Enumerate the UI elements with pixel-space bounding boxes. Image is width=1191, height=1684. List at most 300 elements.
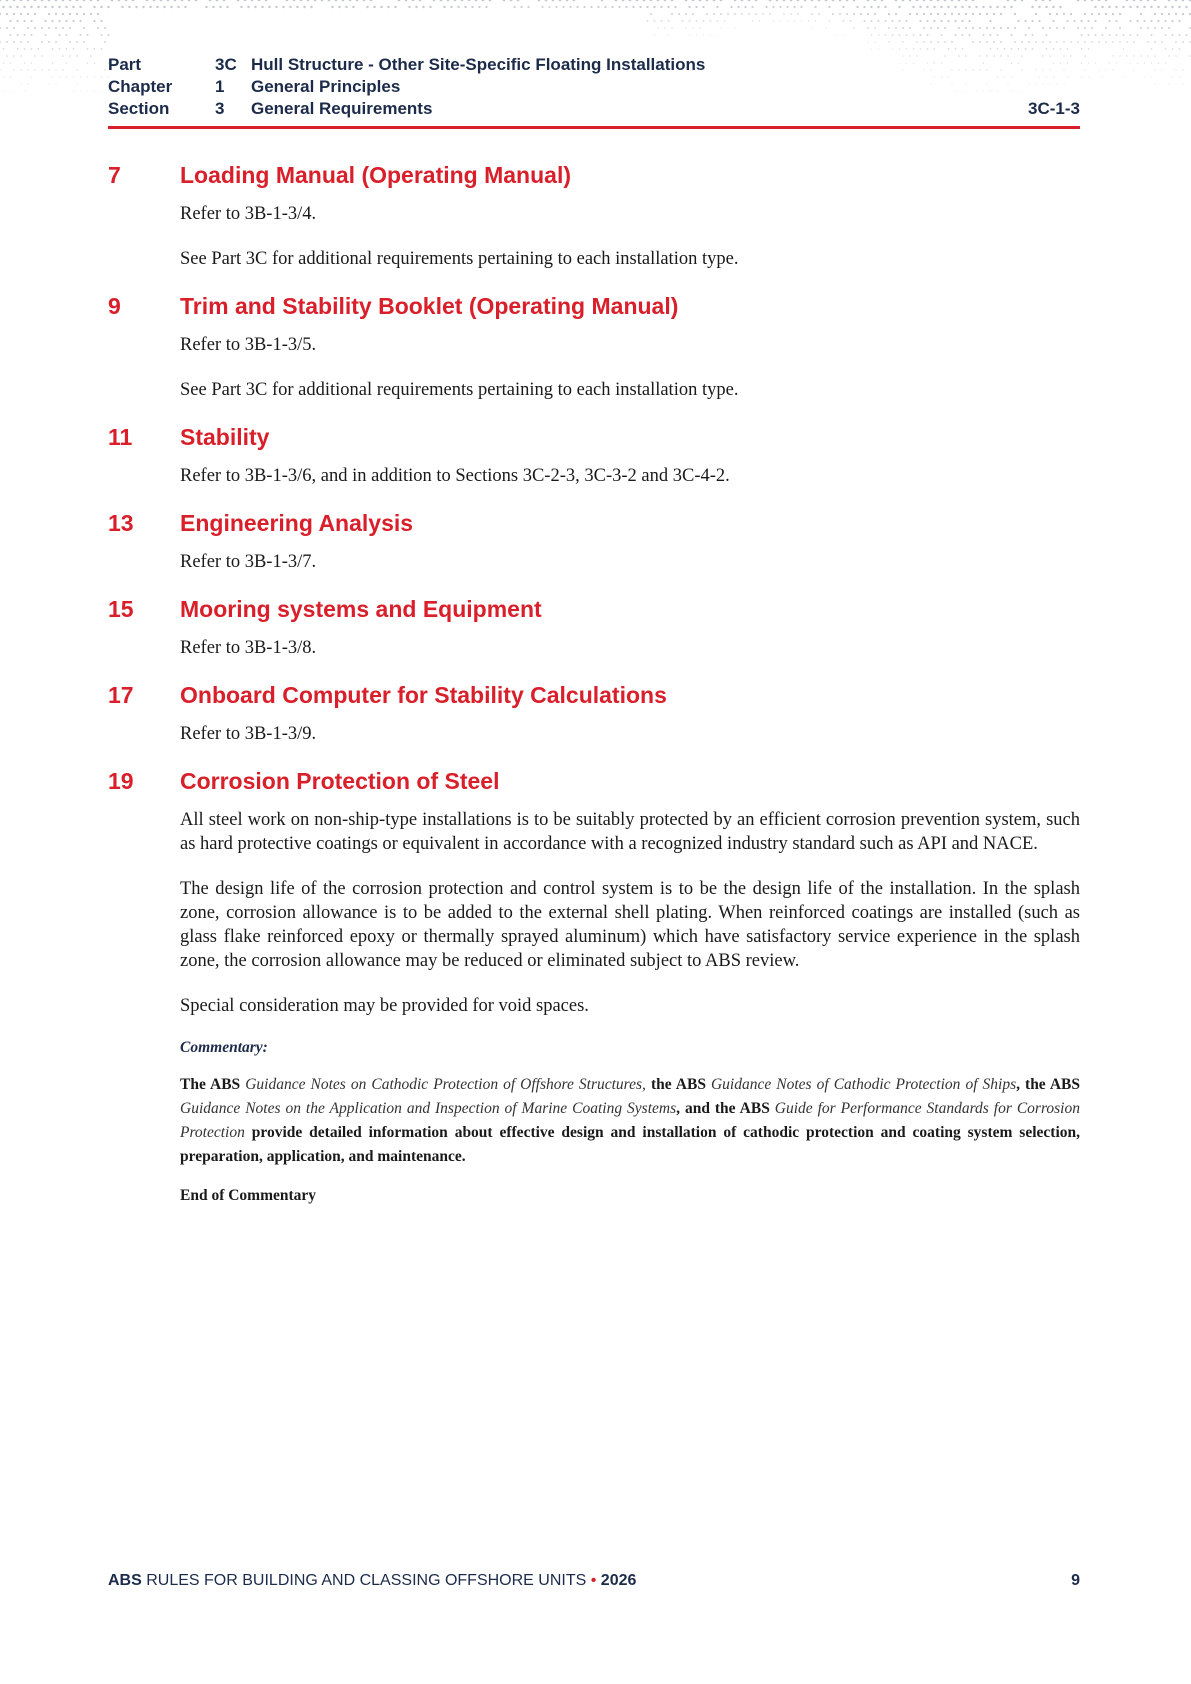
pattern-dot (832, 13, 834, 15)
pattern-dot (1056, 41, 1058, 43)
pattern-dot (20, 41, 22, 43)
pattern-dot (1042, 0, 1045, 1)
pattern-dot (730, 6, 732, 8)
pattern-dot (562, 6, 564, 8)
commentary-text (180, 1073, 1080, 1169)
pattern-dot (1144, 76, 1145, 77)
pattern-dot (1147, 27, 1149, 29)
pattern-dot (1038, 6, 1040, 8)
pattern-dot (751, 6, 753, 8)
pattern-dot (667, 6, 669, 8)
pattern-dot (118, 0, 121, 1)
paragraph: Refer to 3B-1-3/8. (180, 638, 317, 658)
pattern-dot (1175, 69, 1176, 70)
paragraph: Refer to 3B-1-3/9. (180, 724, 317, 744)
section-title: Onboard Computer for Stability Calculations (180, 682, 667, 708)
pattern-dot (41, 55, 43, 57)
pattern-dot (3, 48, 5, 50)
pattern-dot (1098, 41, 1100, 43)
pattern-dot (1105, 0, 1108, 1)
pattern-dot (1052, 20, 1054, 22)
pattern-dot (888, 27, 890, 29)
pattern-dot (1091, 13, 1093, 15)
pattern-dot (993, 13, 995, 15)
pattern-dot (9, 20, 11, 22)
pattern-dot (44, 6, 46, 8)
pattern-dot (1081, 48, 1083, 50)
pattern-dot (419, 0, 422, 1)
pattern-dot (34, 13, 36, 15)
pattern-dot (1164, 6, 1166, 8)
pattern-dot (899, 48, 900, 49)
pattern-dot (1095, 62, 1096, 63)
pattern-dot (475, 0, 478, 1)
pattern-dot (1014, 27, 1016, 29)
pattern-dot (744, 6, 746, 8)
pattern-dot (1182, 0, 1185, 1)
pattern-dot (780, 20, 781, 21)
pattern-dot (1077, 0, 1080, 1)
pattern-dot (689, 20, 691, 22)
pattern-dot (31, 48, 33, 50)
pattern-dot (2, 6, 4, 8)
pattern-dot (174, 0, 177, 1)
pattern-dot (1140, 55, 1142, 57)
pattern-dot (303, 6, 305, 8)
pattern-dot (44, 20, 46, 22)
pattern-dot (1154, 41, 1156, 43)
pattern-dot (24, 48, 26, 50)
pattern-dot (555, 6, 557, 8)
pattern-dot (1049, 0, 1052, 1)
section-heading (108, 424, 1080, 458)
pattern-dot (1185, 6, 1187, 8)
section-title: Corrosion Protection of Steel (180, 768, 500, 794)
pattern-dot (1143, 6, 1145, 8)
pattern-dot (734, 13, 736, 15)
pattern-dot (706, 0, 709, 1)
pattern-dot (1154, 27, 1156, 29)
pattern-dot (881, 0, 884, 1)
pattern-dot (622, 0, 625, 1)
pattern-dot (968, 20, 970, 22)
section-13 (108, 510, 1080, 574)
pattern-dot (1151, 48, 1153, 50)
pattern-dot (1014, 13, 1016, 15)
pattern-dot (654, 20, 656, 22)
pattern-dot (72, 6, 74, 8)
pattern-dot (927, 34, 929, 36)
pattern-dot (1123, 34, 1125, 36)
pattern-dot (916, 41, 918, 43)
pattern-dot (664, 27, 665, 28)
pattern-dot (1105, 13, 1107, 15)
pattern-dot (128, 6, 130, 8)
pattern-dot (1063, 13, 1065, 15)
pattern-dot (1133, 55, 1135, 57)
pattern-dot (689, 34, 690, 35)
section-title: Loading Manual (Operating Manual) (180, 162, 571, 188)
pattern-dot (1133, 0, 1136, 1)
pattern-dot (97, 0, 100, 1)
pattern-dot (94, 48, 96, 50)
pattern-dot (965, 13, 967, 15)
pattern-dot (1123, 76, 1124, 77)
pattern-dot (1112, 41, 1114, 43)
page-header (108, 54, 1080, 120)
pattern-dot (1168, 55, 1170, 57)
pattern-dot (0, 41, 1, 43)
pattern-dot (986, 13, 988, 15)
pattern-dot (62, 55, 64, 57)
pattern-dot (1179, 76, 1180, 77)
pattern-dot (654, 34, 655, 35)
pattern-dot (898, 20, 900, 22)
pattern-dot (66, 62, 68, 64)
pattern-dot (1056, 13, 1058, 15)
pattern-dot (717, 20, 719, 22)
pattern-dot (951, 0, 954, 1)
pattern-dot (1151, 76, 1152, 77)
pattern-dot (1155, 84, 1156, 85)
pattern-dot (828, 6, 830, 8)
pattern-dot (962, 34, 964, 36)
pattern-dot (59, 76, 60, 77)
pattern-dot (703, 20, 705, 22)
pattern-dot (899, 34, 901, 36)
pattern-dot (10, 76, 11, 77)
pattern-dot (853, 27, 855, 29)
pattern-dot (685, 27, 686, 28)
pattern-dot (1116, 34, 1118, 36)
pattern-dot (934, 48, 936, 50)
pattern-dot (706, 13, 708, 15)
pattern-dot (16, 6, 18, 8)
pattern-dot (902, 27, 904, 29)
header-title: Hull Structure - Other Site-Specific Floating Installations (251, 55, 706, 74)
pattern-dot (902, 0, 905, 1)
pattern-dot (485, 6, 487, 8)
pattern-dot (478, 6, 480, 8)
pattern-dot (1144, 62, 1145, 63)
pattern-dot (811, 0, 814, 1)
pattern-dot (1116, 62, 1117, 63)
pattern-dot (1024, 20, 1026, 22)
pattern-dot (1151, 34, 1153, 36)
section-heading (108, 293, 1080, 327)
pattern-dot (97, 27, 99, 29)
pattern-dot (100, 6, 102, 8)
pattern-dot (1095, 34, 1097, 36)
pattern-dot (31, 62, 33, 64)
pattern-dot (73, 90, 74, 91)
pattern-dot (17, 48, 19, 50)
section-title: Stability (180, 424, 270, 450)
pattern-dot (1126, 0, 1129, 1)
pattern-dot (720, 13, 722, 15)
pattern-dot (895, 27, 897, 29)
pattern-dot (1098, 69, 1099, 70)
pattern-dot (839, 0, 842, 1)
pattern-dot (1077, 41, 1079, 43)
pattern-dot (415, 6, 417, 8)
pattern-dot (678, 13, 680, 15)
pattern-dot (954, 20, 956, 22)
pattern-dot (62, 27, 64, 29)
pattern-dot (55, 83, 56, 84)
section-heading (108, 768, 1080, 802)
pattern-dot (335, 0, 338, 1)
pattern-dot (27, 83, 28, 84)
pattern-dot (1091, 27, 1093, 29)
pattern-dot (839, 13, 841, 15)
pattern-dot (261, 6, 263, 8)
pattern-dot (101, 76, 102, 77)
pattern-dot (79, 34, 81, 36)
pattern-dot (1028, 27, 1030, 29)
pattern-dot (76, 83, 77, 84)
pattern-dot (170, 6, 172, 8)
pattern-dot (34, 27, 36, 29)
pattern-dot (513, 6, 515, 8)
section-number: 19 (108, 768, 134, 794)
pattern-dot (1130, 62, 1131, 63)
pattern-dot (107, 34, 109, 36)
pattern-dot (825, 0, 828, 1)
pattern-dot (1032, 48, 1034, 50)
pattern-dot (930, 41, 932, 43)
pattern-dot (244, 0, 247, 1)
pattern-dot (787, 20, 788, 21)
pattern-dot (80, 90, 81, 91)
pattern-dot (1143, 20, 1145, 22)
pattern-dot (48, 27, 50, 29)
pattern-dot (671, 13, 673, 15)
pattern-dot (811, 13, 813, 15)
pattern-dot (1084, 0, 1087, 1)
pattern-dot (16, 20, 18, 22)
pattern-dot (790, 13, 792, 15)
pattern-dot (538, 0, 541, 1)
pattern-dot (878, 34, 880, 36)
pattern-dot (160, 0, 163, 1)
pattern-dot (1080, 20, 1082, 22)
pattern-dot (671, 0, 674, 1)
pattern-dot (6, 0, 9, 1)
pattern-dot (797, 0, 800, 1)
pattern-dot (79, 20, 81, 22)
pattern-dot (52, 48, 54, 50)
commentary-fragment: , the ABS (1016, 1076, 1081, 1093)
pattern-dot (1088, 34, 1090, 36)
pattern-dot (989, 6, 991, 8)
pattern-dot (1168, 83, 1169, 84)
pattern-dot (800, 6, 802, 8)
pattern-dot (773, 20, 774, 21)
pattern-dot (237, 0, 240, 1)
pattern-dot (1004, 48, 1006, 50)
pattern-dot (1073, 20, 1075, 22)
pattern-dot (559, 0, 562, 1)
pattern-dot (1129, 20, 1131, 22)
section-number: 11 (108, 424, 133, 450)
pattern-dot (1133, 41, 1135, 43)
pattern-dot (895, 13, 897, 15)
pattern-dot (867, 41, 868, 42)
pattern-dot (905, 20, 907, 22)
pattern-dot (1067, 48, 1069, 50)
header-part-row (108, 54, 1080, 76)
pattern-dot (982, 6, 984, 8)
pattern-dot (1035, 0, 1038, 1)
pattern-dot (762, 13, 764, 15)
commentary-fragment: , and the ABS (676, 1100, 775, 1117)
pattern-dot (1014, 0, 1017, 1)
pattern-dot (76, 69, 77, 70)
pattern-dot (1021, 41, 1023, 43)
pattern-dot (58, 20, 60, 22)
pattern-dot (9, 6, 11, 8)
pattern-dot (1147, 0, 1150, 1)
pattern-dot (576, 6, 578, 8)
pattern-dot (80, 76, 81, 77)
pattern-dot (1109, 62, 1110, 63)
pattern-dot (1091, 41, 1093, 43)
pattern-dot (944, 13, 946, 15)
pattern-dot (65, 20, 67, 22)
pattern-dot (951, 41, 953, 43)
pattern-dot (752, 20, 753, 21)
pattern-dot (989, 34, 991, 36)
pattern-dot (251, 0, 254, 1)
pattern-dot (1035, 41, 1037, 43)
header-chapter-row (108, 76, 1080, 98)
pattern-dot (1038, 20, 1040, 22)
pattern-dot (58, 34, 60, 36)
pattern-dot (1154, 0, 1157, 1)
section-number: 13 (108, 510, 134, 536)
pattern-dot (1136, 6, 1138, 8)
pattern-dot (1014, 41, 1016, 43)
section-17 (108, 682, 1080, 746)
pattern-dot (1077, 27, 1079, 29)
pattern-dot (836, 35, 837, 36)
pattern-dot (884, 20, 886, 22)
pattern-dot (314, 0, 317, 1)
pattern-dot (996, 34, 998, 36)
pattern-dot (94, 62, 96, 64)
footer-publication (108, 1572, 636, 1590)
pattern-dot (979, 13, 981, 15)
pattern-dot (997, 48, 999, 50)
pattern-dot (468, 0, 471, 1)
pattern-dot (37, 6, 39, 8)
pattern-dot (982, 34, 984, 36)
pattern-dot (433, 0, 436, 1)
pattern-dot (937, 27, 939, 29)
paragraph: See Part 3C for additional requirements pertaining to each installation type. (180, 249, 739, 269)
pattern-dot (216, 0, 219, 1)
pattern-dot (909, 13, 911, 15)
pattern-dot (219, 6, 221, 8)
pattern-dot (1088, 62, 1089, 63)
pattern-dot (1098, 0, 1101, 1)
pattern-dot (181, 0, 184, 1)
pattern-dot (958, 27, 960, 29)
pattern-dot (811, 27, 812, 28)
pattern-dot (3, 76, 4, 77)
pattern-dot (671, 27, 672, 28)
pattern-dot (482, 0, 485, 1)
pattern-dot (702, 6, 704, 8)
pattern-dot (373, 6, 375, 8)
pattern-dot (48, 41, 50, 43)
pattern-dot (797, 13, 799, 15)
pattern-dot (34, 0, 37, 1)
pattern-dot (83, 27, 85, 29)
commentary-label: Commentary: (180, 1039, 268, 1056)
pattern-dot (699, 0, 702, 1)
pattern-dot (1088, 48, 1090, 50)
pattern-dot (1081, 76, 1082, 77)
pattern-dot (429, 6, 431, 8)
pattern-dot (30, 6, 32, 8)
pattern-dot (783, 0, 786, 1)
pattern-dot (90, 55, 92, 57)
pattern-dot (1063, 41, 1065, 43)
pattern-dot (41, 0, 44, 1)
pattern-dot (366, 6, 368, 8)
pattern-dot (1032, 34, 1034, 36)
pattern-dot (815, 20, 816, 21)
pattern-dot (55, 13, 57, 15)
pattern-dot (1129, 6, 1131, 8)
pattern-dot (450, 6, 452, 8)
pattern-dot (30, 34, 32, 36)
pattern-dot (940, 6, 942, 8)
pattern-dot (405, 0, 408, 1)
pattern-dot (867, 27, 869, 29)
pattern-dot (293, 0, 296, 1)
pattern-dot (13, 41, 15, 43)
pattern-dot (1003, 6, 1005, 8)
pattern-dot (1119, 41, 1121, 43)
pattern-dot (398, 0, 401, 1)
pattern-dot (1070, 13, 1072, 15)
pattern-dot (59, 48, 61, 50)
pattern-dot (52, 62, 54, 64)
pattern-dot (13, 55, 15, 57)
pattern-dot (1171, 20, 1173, 22)
pattern-dot (937, 13, 939, 15)
section-19 (108, 768, 1080, 1205)
pattern-dot (961, 20, 963, 22)
pattern-dot (9, 34, 11, 36)
pattern-dot (87, 62, 89, 64)
pattern-dot (1147, 41, 1149, 43)
pattern-dot (930, 13, 932, 15)
pattern-dot (6, 55, 8, 57)
pattern-dot (1175, 41, 1177, 43)
pattern-dot (51, 6, 53, 8)
pattern-dot (72, 20, 74, 22)
pattern-dot (6, 27, 8, 29)
pattern-dot (3, 62, 5, 64)
pattern-dot (1066, 20, 1068, 22)
pattern-dot (1140, 0, 1143, 1)
pattern-dot (1098, 13, 1100, 15)
pattern-dot (1081, 62, 1082, 63)
